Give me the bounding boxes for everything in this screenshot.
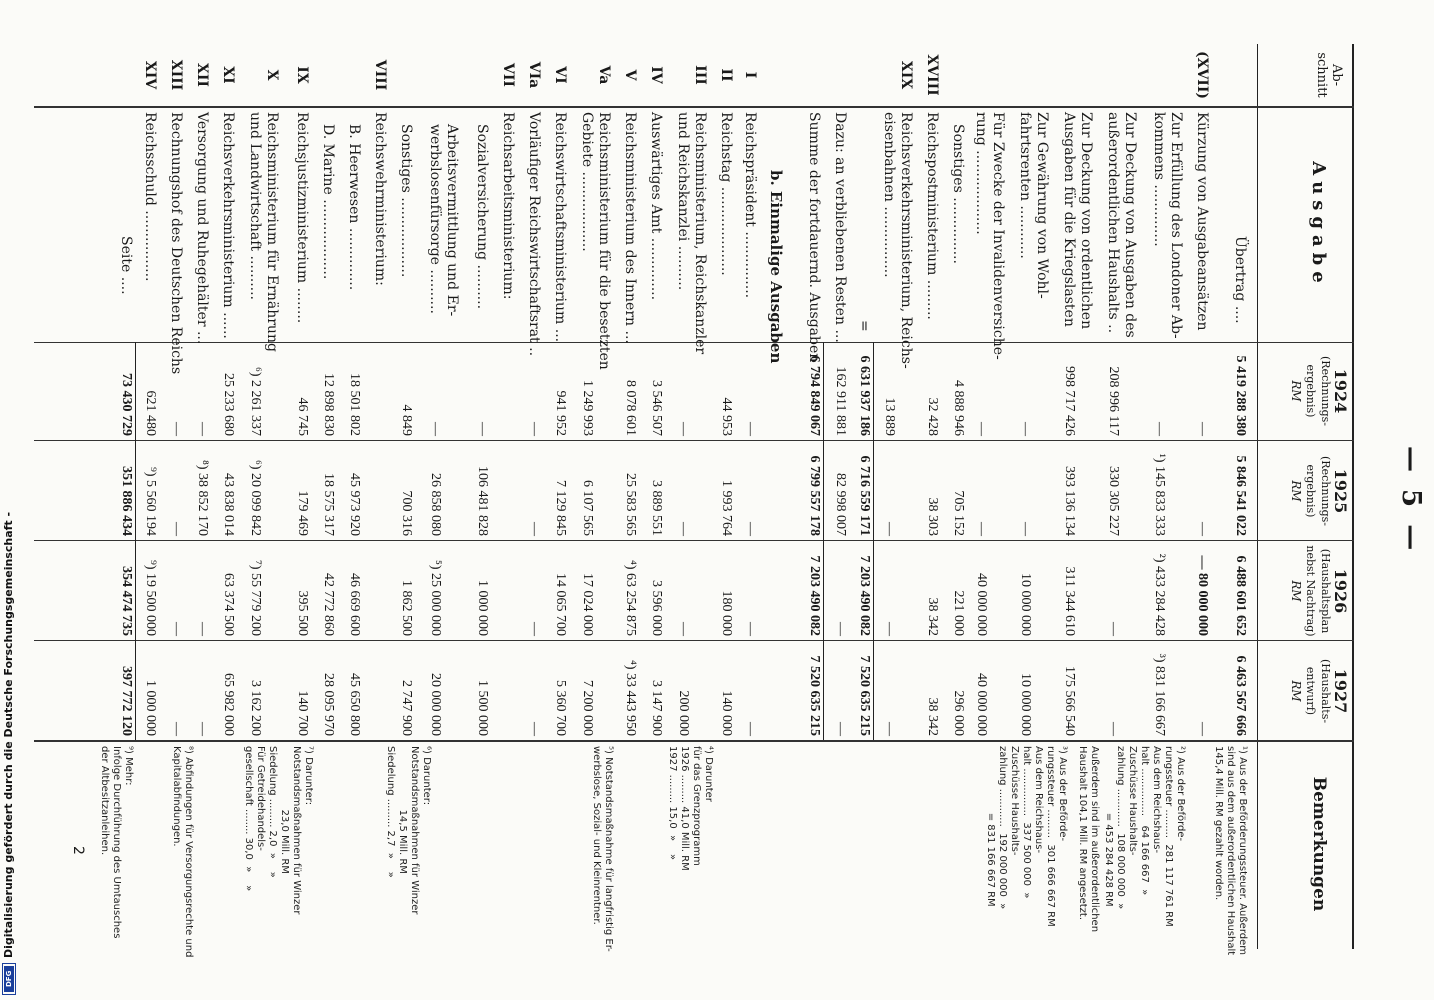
cell-v1925: 26 858 080 <box>428 473 443 536</box>
cell-v1927: 38 342 <box>925 697 940 736</box>
cell-v1926: — <box>169 622 184 636</box>
row-label: Reichswehrministerium: <box>372 112 388 286</box>
cell-v1925: 45 973 920 <box>347 473 362 536</box>
cell-v1925: 393 136 134 <box>1062 466 1077 536</box>
unit-1926: RM <box>1289 580 1303 602</box>
cell-v1926: 10 000 000 <box>1018 573 1033 636</box>
cell-v1926: 1 862 500 <box>399 580 414 636</box>
footnote: ⁵) Notstandsmaßnahme für langfristig Er- werbslose, Sozial- und Kleinrentner. <box>591 746 614 952</box>
cell-v1925: ⁶) 20 099 842 <box>248 459 263 536</box>
col-sep-1925 <box>34 540 1354 541</box>
row-label: = <box>856 320 872 332</box>
row-abschnitt: XIII <box>168 59 184 91</box>
row-label: Sozialversicherung .......... <box>474 124 490 310</box>
cell-v1927: 296 000 <box>951 690 966 736</box>
cell-v1927: 2 747 900 <box>399 680 414 736</box>
cell-v1925: ⁹) 5 560 194 <box>143 466 158 536</box>
row-abschnitt: XIV <box>142 60 158 90</box>
cell-v1925: 82 998 007 <box>833 473 848 536</box>
cell-v1927: — <box>195 722 210 736</box>
sub-1926: (Haushaltsplan nebst Nachtrag) <box>1304 545 1332 637</box>
cell-v1925: 43 838 014 <box>221 473 236 536</box>
row-abschnitt: IV <box>648 66 664 84</box>
cell-v1927: — <box>833 722 848 736</box>
digitization-credit: Digitalisierung gefördert durch die Deutsche Forschungsgemeinschaft - <box>2 511 15 958</box>
cell-v1926: 354 474 735 <box>119 566 134 636</box>
footnote: ⁹) Mehr: Infolge Durchführung des Umtausches der Altbesitzanleihen. <box>99 746 134 939</box>
row-label: D. Marine .................. <box>320 124 336 280</box>
cell-v1925: — <box>1018 522 1033 536</box>
year-1926: 1926 <box>1331 568 1350 614</box>
cell-v1924: 12 898 830 <box>321 373 336 436</box>
cell-v1924: 25 233 680 <box>221 373 236 436</box>
cell-v1926: ²) 433 284 428 <box>1152 553 1167 636</box>
cell-v1926: — <box>676 622 691 636</box>
header-ausgabe: Ausgabe <box>1308 161 1329 289</box>
row-abschnitt: III <box>692 65 708 85</box>
cell-v1927: 65 982 000 <box>221 673 236 736</box>
col-sep-1926 <box>34 640 1354 641</box>
row-label: Reichsverkehrsministerium, Reichs- eisenbahnen ................ <box>881 112 914 369</box>
total-rule <box>823 342 824 740</box>
cell-v1927: — <box>882 722 897 736</box>
cell-v1927: 175 566 540 <box>1062 666 1077 736</box>
cell-v1924: — <box>475 422 490 436</box>
row-label: Reichsverkehrsministerium ...... <box>220 112 236 339</box>
unit-1924: RM <box>1289 380 1303 402</box>
row-label: Reichswirtschaftsministerium ... <box>552 112 568 343</box>
footnote: ³) Aus der Beförde- rungssteuer ......... 301 666 667 RM Aus dem Reichshaus- halt ............... 337 500 000 » Zuschüsse Haushalts- zahlung ............ 192 000 000 » = 831 166 667 RM <box>985 746 1068 927</box>
header-1927 <box>1288 644 1348 738</box>
header-rule <box>1257 44 1258 949</box>
row-label: Reichsschuld ................ <box>142 112 158 282</box>
cell-v1924: 941 952 <box>553 390 568 436</box>
total-rule <box>135 342 136 740</box>
page-number: — 5 — <box>1396 446 1426 555</box>
cell-v1925: — <box>1195 522 1210 536</box>
cell-v1925: 7 129 845 <box>553 480 568 536</box>
row-label: B. Heerwesen .............. <box>346 124 362 291</box>
total-rule <box>873 342 874 740</box>
cell-v1925: — <box>882 522 897 536</box>
row-label: Reichsministerium für Ernährung und Landwirtschaft .......... <box>247 112 280 352</box>
row-label: Für Zwecke der Invalidenversiche- rung ................... <box>973 112 1006 360</box>
cell-v1924: 6 794 849 067 <box>807 355 822 436</box>
cell-v1926: 7 203 490 082 <box>807 555 822 636</box>
cell-v1927: — <box>1195 722 1210 736</box>
cell-v1925: 351 886 434 <box>119 466 134 536</box>
cell-v1924: 46 745 <box>295 397 310 436</box>
unit-1927: RM <box>1289 680 1303 702</box>
cell-v1925: 25 583 565 <box>623 473 638 536</box>
row-label: Vorläufiger Reichswirtschaftsrat .. <box>526 112 542 357</box>
row-label: Versorgung und Ruhegehälter ... <box>194 112 210 345</box>
cell-v1925: — <box>743 522 758 536</box>
cell-v1926: 14 065 700 <box>553 573 568 636</box>
cell-v1926: 221 000 <box>951 590 966 636</box>
col-sep-1924 <box>34 440 1354 441</box>
row-label: Sonstiges .................. <box>398 124 414 278</box>
row-label: Sonstiges ............... <box>950 124 966 264</box>
row-abschnitt: XIX <box>898 60 914 90</box>
cell-v1927: 7 520 635 215 <box>857 655 872 736</box>
row-label: Seite .... <box>118 236 134 295</box>
cell-v1926: — <box>743 622 758 636</box>
cell-v1927: — <box>743 722 758 736</box>
cell-v1927: 3 162 200 <box>248 680 263 736</box>
top-rule <box>1352 44 1354 949</box>
cell-v1927: 3 147 900 <box>649 680 664 736</box>
footnote: ²) Aus der Beförde- rungssteuer ......... 281 117 761 RM Aus dem Reichshaus- halt ............... 64 166 667 » Zuschüsse Haushalts- zahlung ............ 108 000 000 » = 453 284 428 RM <box>1103 746 1186 927</box>
cell-v1927: 20 000 000 <box>428 673 443 736</box>
cell-v1925: — <box>527 522 542 536</box>
cell-v1925: 3 889 551 <box>649 480 664 536</box>
row-label: Zur Gewährung von Wohl- fahrtsrenten ............ <box>1017 112 1050 299</box>
row-label: Reichspostministerium ......... <box>924 112 940 320</box>
row-label: Zur Deckung von ordentlichen Ausgaben für die Kriegslasten <box>1061 112 1094 330</box>
row-label: Reichsarbeitsministerium: <box>500 112 516 300</box>
row-label: Reichsministerium, Reichskanzler und Reichskanzlei .......... <box>675 112 708 355</box>
row-label: Zur Erfüllung des Londoner Ab- kommens .............. <box>1151 112 1184 339</box>
col-sep-1927 <box>34 740 1354 742</box>
header-abschnitt: Ab- schnitt <box>1314 52 1344 98</box>
cell-v1926: ⁴) 63 254 875 <box>623 559 638 636</box>
cell-v1926: ⁷) 55 779 200 <box>248 559 263 636</box>
bottom-page-number: 2 <box>70 846 86 855</box>
cell-v1924: — <box>676 422 691 436</box>
cell-v1926: — <box>882 622 897 636</box>
footnote: ⁸) Abfindungen für Versorgungsrechte und Kapitalabfindungen. <box>171 746 194 958</box>
cell-v1927: 140 000 <box>719 690 734 736</box>
dfg-logo <box>2 963 16 995</box>
cell-v1926: 311 344 610 <box>1062 566 1077 636</box>
cell-v1926: 17 024 000 <box>580 573 595 636</box>
cell-v1924: 5 419 288 380 <box>1233 355 1248 436</box>
row-abschnitt: (XVII) <box>1194 50 1210 100</box>
row-label: Rechnungshof des Deutschen Reichs <box>168 112 184 375</box>
cell-v1927: 5 360 700 <box>553 680 568 736</box>
cell-v1924: 4 888 946 <box>951 380 966 436</box>
cell-v1924: 3 546 507 <box>649 380 664 436</box>
row-abschnitt: XII <box>194 63 210 87</box>
cell-v1927: — <box>1106 722 1121 736</box>
cell-v1926: ⁵) 25 000 000 <box>428 559 443 636</box>
row-label: Summe der fortdauernd. Ausgaben <box>806 112 822 363</box>
footnote: ⁶) Darunter: Notstandsmaßnahmen für Winzer 14,5 Mill. RM Siedelung ......... 2,7 » » <box>385 746 432 915</box>
cell-v1926: 38 342 <box>925 597 940 636</box>
cell-v1926: 3 596 000 <box>649 580 664 636</box>
cell-v1927: — <box>527 722 542 736</box>
cell-v1927: ³) 831 166 667 <box>1152 653 1167 736</box>
footnote: Außerdem sind im außerordentlichen Haushalt 104,1 Mill. RM angesetzt. <box>1077 746 1100 933</box>
cell-v1926: — <box>195 622 210 636</box>
cell-v1925: 106 481 828 <box>475 466 490 536</box>
cell-v1924: — <box>195 422 210 436</box>
col-sep-abschnitt <box>34 106 1354 108</box>
cell-v1927: 397 772 120 <box>119 666 134 736</box>
cell-v1925: ⁸) 38 852 170 <box>195 459 210 536</box>
cell-v1924: 162 911 881 <box>833 366 848 436</box>
cell-v1925: — <box>676 522 691 536</box>
cell-v1927: 10 000 000 <box>1018 673 1033 736</box>
cell-v1925: 179 469 <box>295 490 310 536</box>
row-label: Auswärtiges Amt .............. <box>648 112 664 301</box>
sub-1925: (Rechnungs- ergebnis) <box>1304 456 1332 526</box>
cell-v1924: 998 717 426 <box>1062 366 1077 436</box>
cell-v1924: — <box>1018 422 1033 436</box>
cell-v1924: — <box>428 422 443 436</box>
year-1925: 1925 <box>1331 468 1350 514</box>
year-1924: 1924 <box>1331 368 1350 414</box>
cell-v1925: 705 152 <box>951 490 966 536</box>
cell-v1926: — <box>833 622 848 636</box>
footnote: ⁷) Darunter: Notstandsmaßnahmen für Winzer 23,0 Mill. RM Siedelung ......... 2,0 » » Für Getreidehandels- gesellschaft ........ 30,0 » » <box>243 746 314 915</box>
cell-v1926: 6 488 601 652 <box>1233 555 1248 636</box>
row-label: Übertrag .... <box>1232 236 1248 324</box>
cell-v1926: ⁹) 19 500 000 <box>143 559 158 636</box>
cell-v1924: — <box>527 422 542 436</box>
dfg-logo-text: DFG <box>4 966 14 992</box>
cell-v1924: 18 501 802 <box>347 373 362 436</box>
cell-v1926: 1 000 000 <box>475 580 490 636</box>
row-label: Reichstag .................... <box>718 112 734 276</box>
cell-v1926: — 80 000 000 <box>1195 555 1210 636</box>
cell-v1924: 32 428 <box>925 397 940 436</box>
cell-v1927: 7 200 000 <box>580 680 595 736</box>
cell-v1925: 1 993 764 <box>719 480 734 536</box>
year-1927: 1927 <box>1331 668 1350 714</box>
cell-v1926: 46 669 600 <box>347 573 362 636</box>
cell-v1925: 6 107 565 <box>580 480 595 536</box>
header-1926 <box>1288 544 1348 638</box>
cell-v1924: — <box>1195 422 1210 436</box>
cell-v1926: 180 000 <box>719 590 734 636</box>
row-abschnitt: VI <box>552 66 568 84</box>
cell-v1924: 6 631 937 186 <box>857 355 872 436</box>
row-label: Reichsjustizministerium ........ <box>294 112 310 324</box>
cell-v1927: 200 000 <box>676 690 691 736</box>
cell-v1926: — <box>527 622 542 636</box>
row-label: Zur Deckung von Ausgaben des außerordentlichen Haushalts .. <box>1105 112 1138 338</box>
footnote: ⁴) Darunter für das Grenzprogramm 1926 ......... 41,0 Mill. RM 1927 ......... 15,0 » » <box>667 746 714 871</box>
cell-v1927: 140 700 <box>295 690 310 736</box>
row-label: Reichsministerium für die besetzten Gebiete .................. <box>579 112 612 370</box>
cell-v1926: 40 000 000 <box>974 573 989 636</box>
cell-v1925: 6 716 559 171 <box>857 455 872 536</box>
cell-v1925: ¹) 145 833 333 <box>1152 453 1167 536</box>
cell-v1926: 42 772 860 <box>321 573 336 636</box>
row-label: b. Einmalige Ausgaben <box>767 170 785 364</box>
cell-v1925: 5 846 541 022 <box>1233 455 1248 536</box>
row-abschnitt: VIa <box>526 61 542 89</box>
row-abschnitt: V <box>622 69 638 81</box>
cell-v1924: ⁶) 2 261 337 <box>248 366 263 436</box>
cell-v1927: 45 650 800 <box>347 673 362 736</box>
row-abschnitt: X <box>264 69 280 81</box>
cell-v1924: 4 849 <box>399 404 414 436</box>
row-abschnitt: XVIII <box>924 54 940 96</box>
cell-v1927: 40 000 000 <box>974 673 989 736</box>
row-abschnitt: Va <box>596 65 612 85</box>
cell-v1927: 6 463 567 666 <box>1233 655 1248 736</box>
row-abschnitt: XI <box>220 66 236 84</box>
row-abschnitt: VIII <box>372 59 388 91</box>
row-abschnitt: IX <box>294 66 310 84</box>
header-1925 <box>1288 444 1348 538</box>
cell-v1926: 395 500 <box>295 590 310 636</box>
row-abschnitt: VII <box>500 63 516 87</box>
cell-v1927: — <box>169 722 184 736</box>
cell-v1925: 6 799 557 178 <box>807 455 822 536</box>
cell-v1924: — <box>974 422 989 436</box>
cell-v1924: 44 953 <box>719 397 734 436</box>
row-abschnitt: II <box>718 68 734 82</box>
header-1924 <box>1288 344 1348 438</box>
row-label: Reichsministerium des Innern ... <box>622 112 638 344</box>
cell-v1924: 73 430 729 <box>119 373 134 436</box>
cell-v1925: 330 305 227 <box>1106 466 1121 536</box>
row-label: Dazu: an verbliebenen Resten ... <box>832 112 848 343</box>
cell-v1927: ⁴) 33 443 950 <box>623 659 638 736</box>
cell-v1924: 8 078 601 <box>623 380 638 436</box>
row-label: Reichspräsident ............... <box>742 112 758 299</box>
cell-v1926: 7 203 490 082 <box>857 555 872 636</box>
cell-v1926: 63 374 500 <box>221 573 236 636</box>
cell-v1925: — <box>974 522 989 536</box>
cell-v1927: 1 000 000 <box>143 680 158 736</box>
footnote: ¹) Aus der Beförderungssteuer. Außerdem sind aus dem außerordentlichen Haushalt 145,4 Mill. RM gezahlt worden. <box>1213 746 1248 956</box>
cell-v1925: — <box>169 522 184 536</box>
row-label: Arbeitsvermittlung und Er- werbslosenfürsorge .......... <box>427 124 460 317</box>
cell-v1924: — <box>743 422 758 436</box>
cell-v1926: — <box>1106 622 1121 636</box>
cell-v1927: 7 520 635 215 <box>807 655 822 736</box>
cell-v1925: 700 316 <box>399 490 414 536</box>
cell-v1924: 621 480 <box>143 390 158 436</box>
cell-v1924: 1 249 993 <box>580 380 595 436</box>
row-label: Kürzung von Ausgabeansätzen <box>1194 112 1210 331</box>
cell-v1924: — <box>169 422 184 436</box>
cell-v1924: 208 996 117 <box>1106 366 1121 436</box>
row-abschnitt: I <box>742 71 758 79</box>
cell-v1927: 28 095 970 <box>321 673 336 736</box>
cell-v1925: 18 575 317 <box>321 473 336 536</box>
cell-v1927: 1 500 000 <box>475 680 490 736</box>
cell-v1924: 13 889 <box>882 397 897 436</box>
sub-1924: (Rechnungs- ergebnis) <box>1304 356 1332 426</box>
sub-1927: (Haushalts- entwurf) <box>1304 658 1332 724</box>
header-bemerkungen: Bemerkungen <box>1309 776 1329 912</box>
unit-1925: RM <box>1289 480 1303 502</box>
cell-v1924: — <box>1152 422 1167 436</box>
cell-v1925: 38 303 <box>925 497 940 536</box>
